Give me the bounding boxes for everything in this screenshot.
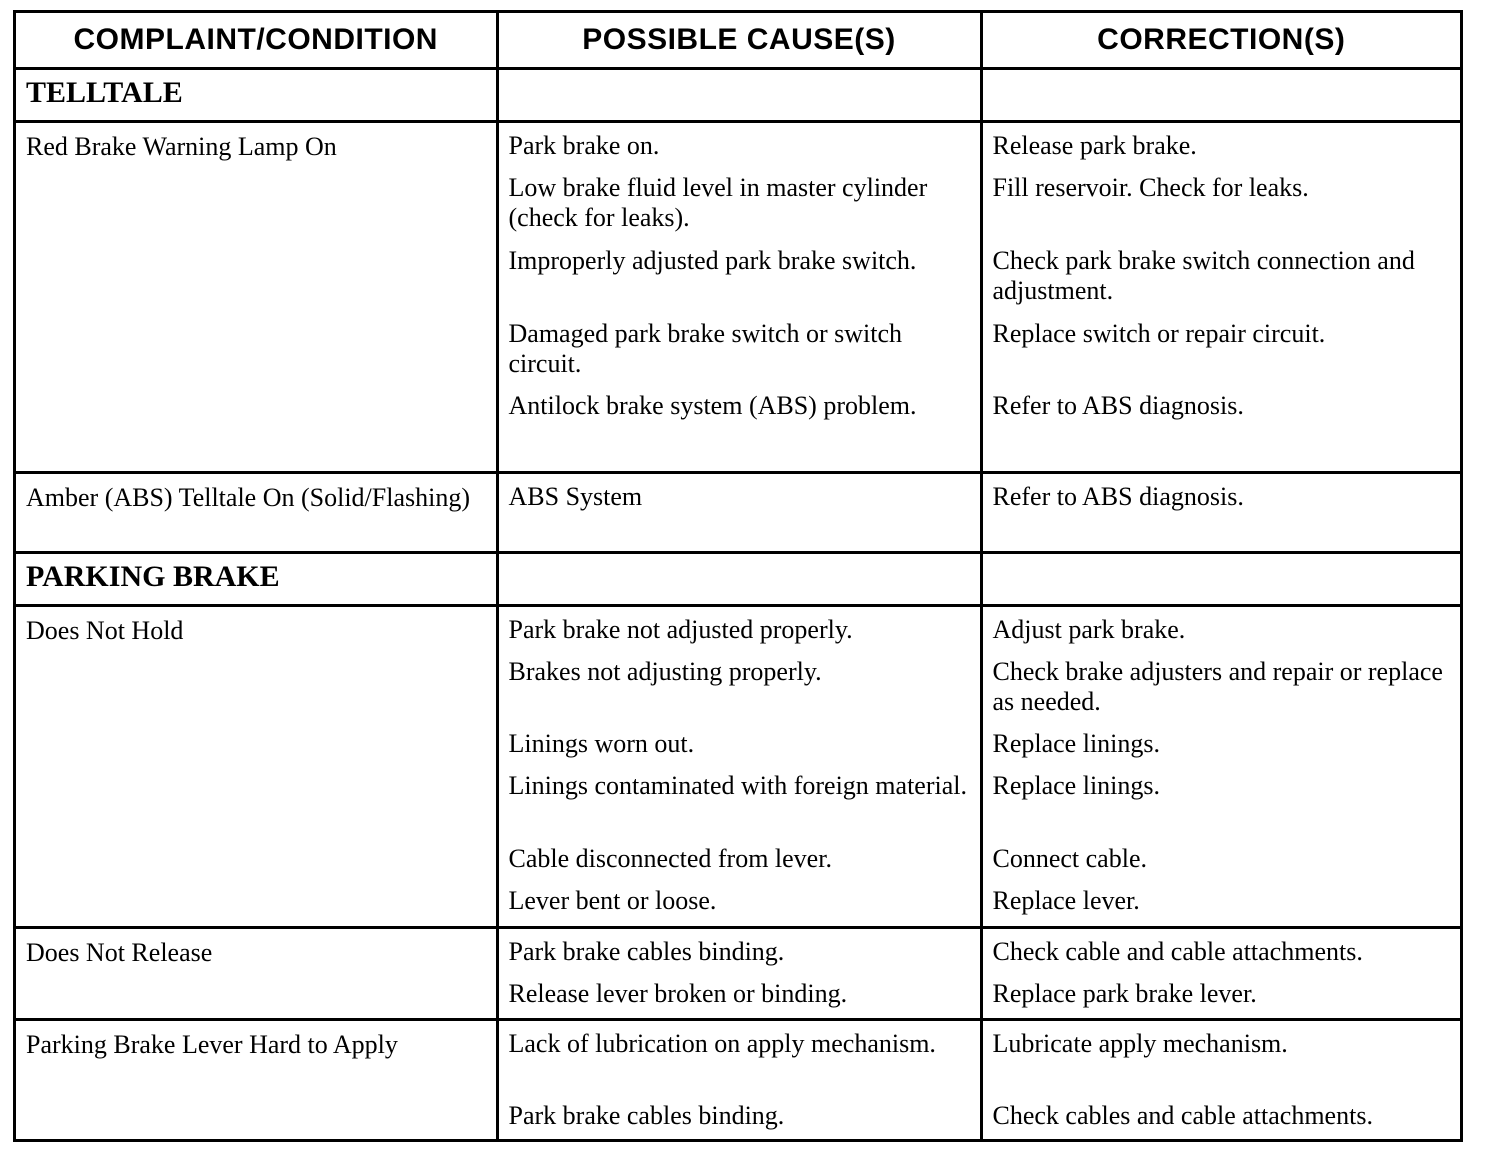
correction-item: Replace switch or repair circuit. [992,319,1326,348]
cause-list [499,607,980,924]
condition-cell: Red Brake Warning Lamp On [26,132,337,161]
cause-item: Low brake fluid level in master cylinder (check for leaks). [508,173,928,232]
table-row [16,1020,1460,1140]
cause-item: Park brake on. [508,131,660,160]
cause-item: Lever bent or loose. [508,886,717,915]
cause-list [499,1021,980,1139]
condition-cell: Does Not Hold [26,616,184,645]
cause-item: Cable disconnected from lever. [508,844,832,873]
header-correction: CORRECTION(S) [981,13,1460,69]
cause-item: Lack of lubrication on apply mechanism. [508,1029,936,1058]
correction-item: Fill reservoir. Check for leaks. [992,173,1309,202]
correction-item: Release park brake. [992,131,1197,160]
correction-item: Refer to ABS diagnosis. [992,391,1244,420]
correction-item: Lubricate apply mechanism. [992,1029,1288,1058]
correction-item: Adjust park brake. [992,615,1186,644]
diagnosis-table-sheet [13,10,1463,1142]
correction-item: Connect cable. [992,844,1147,873]
correction-item: Check park brake switch connection and adjustment. [992,246,1415,305]
correction-list [983,474,1461,520]
cause-item: Linings contaminated with foreign material. [508,771,967,800]
cause-item: Release lever broken or binding. [508,979,848,1008]
correction-item: Replace park brake lever. [992,979,1257,1008]
header-condition: COMPLAINT/CONDITION [16,13,497,69]
header-cause: POSSIBLE CAUSE(S) [497,13,981,69]
condition-cell: Amber (ABS) Telltale On (Solid/Flashing) [26,483,470,512]
section-row-telltale [16,69,1460,122]
cause-item: Damaged park brake switch or switch circuit. [508,319,902,378]
correction-list [983,929,1461,1017]
correction-item: Check cable and cable attachments. [992,937,1363,966]
header-row [16,13,1460,69]
cause-item: Brakes not adjusting properly. [508,657,822,686]
cause-item: ABS System [508,482,643,511]
cause-item: Park brake cables binding. [508,1101,785,1130]
correction-item: Replace lever. [992,886,1140,915]
table-row [16,122,1460,473]
cause-item: Linings worn out. [508,729,695,758]
diagnosis-table [16,13,1460,1139]
cause-list [499,929,980,1017]
cause-list [499,474,980,520]
correction-list [983,123,1461,429]
correction-item: Replace linings. [992,729,1161,758]
cause-item: Improperly adjusted park brake switch. [508,246,917,275]
cause-item: Park brake cables binding. [508,937,785,966]
condition-cell: Parking Brake Lever Hard to Apply [26,1030,398,1059]
table-row [16,606,1460,928]
correction-item: Refer to ABS diagnosis. [992,482,1244,511]
table-row [16,473,1460,553]
cause-list [499,123,980,429]
section-title: PARKING BRAKE [26,560,280,593]
correction-item: Check cables and cable attachments. [992,1101,1373,1130]
table-row [16,928,1460,1020]
section-row-parking-brake [16,553,1460,606]
correction-item: Replace linings. [992,771,1161,800]
correction-list [983,607,1461,924]
correction-item: Check brake adjusters and repair or replace as needed. [992,657,1443,716]
condition-cell: Does Not Release [26,938,213,967]
section-title: TELLTALE [26,76,183,109]
cause-item: Park brake not adjusted properly. [508,615,853,644]
correction-list [983,1021,1461,1139]
cause-item: Antilock brake system (ABS) problem. [508,391,917,420]
